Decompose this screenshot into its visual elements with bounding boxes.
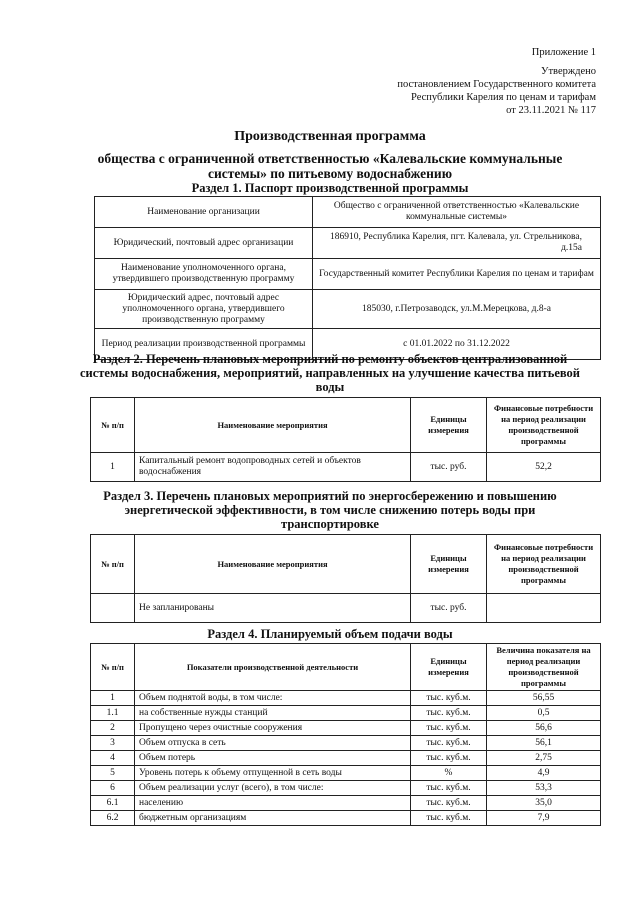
cell-num <box>91 594 135 623</box>
col-header-name: Наименование мероприятия <box>135 535 411 594</box>
table-row <box>91 736 601 751</box>
table-row <box>91 781 601 796</box>
col-header-num: № п/п <box>91 398 135 453</box>
table-row <box>91 811 601 826</box>
document-title: Производственная программа <box>234 129 426 144</box>
cell-num: 1 <box>91 691 135 706</box>
cell-value: 4,9 <box>487 766 601 781</box>
cell-unit: тыс. куб.м. <box>411 691 487 706</box>
table-row <box>95 197 601 228</box>
cell-unit: тыс. куб.м. <box>411 736 487 751</box>
section4-table <box>90 643 601 826</box>
cell-name: Уровень потерь к объему отпущенной в сеть воды <box>135 766 411 781</box>
col-header-value: Финансовые потребности на период реализации производственной программы <box>487 535 601 594</box>
passport-value: 186910, Республика Карелия, пгт. Калевала, ул. Стрельникова, д.15а <box>313 228 601 259</box>
cell-name: Пропущено через очистные сооружения <box>135 721 411 736</box>
table-row <box>91 721 601 736</box>
document-subtitle-line1: общества с ограниченной ответственностью «Калевальские коммунальные <box>97 151 563 166</box>
cell-name: Капитальный ремонт водопроводных сетей и объектов водоснабжения <box>135 453 411 482</box>
cell-value: 56,55 <box>487 691 601 706</box>
appendix-number: Приложение 1 <box>531 47 596 58</box>
table-row <box>91 453 601 482</box>
cell-unit: тыс. руб. <box>411 453 487 482</box>
cell-name: Объем реализации услуг (всего), в том числе: <box>135 781 411 796</box>
col-header-name: Наименование мероприятия <box>135 398 411 453</box>
col-header-value: Финансовые потребности на период реализации производственной программы <box>487 398 601 453</box>
passport-value: Общество с ограниченной ответственностью «Калевальские коммунальные системы» <box>313 197 601 228</box>
table-header-row <box>91 398 601 453</box>
section4-heading: Раздел 4. Планируемый объем подачи воды <box>207 627 453 641</box>
table-header-row <box>91 644 601 691</box>
approval-line: постановлением Государственного комитета <box>397 79 596 90</box>
cell-value: 56,1 <box>487 736 601 751</box>
cell-name: Объем поднятой воды, в том числе: <box>135 691 411 706</box>
table-row <box>95 290 601 329</box>
cell-num: 5 <box>91 766 135 781</box>
cell-unit: тыс. куб.м. <box>411 751 487 766</box>
table-row <box>91 796 601 811</box>
col-header-num: № п/п <box>91 644 135 691</box>
cell-name: Объем потерь <box>135 751 411 766</box>
section3-heading: Раздел 3. Перечень плановых мероприятий по энергосбережению и повышению энергетической эффективности, в том числе снижению потерь воды при транспортировке <box>103 489 557 531</box>
passport-value: 185030, г.Петрозаводск, ул.М.Мерецкова, д.8-а <box>313 290 601 329</box>
approval-line: Утверждено <box>541 66 596 77</box>
approval-line: Республики Карелия по ценам и тарифам <box>411 92 596 103</box>
cell-name: Не запланированы <box>135 594 411 623</box>
cell-unit: тыс. куб.м. <box>411 781 487 796</box>
cell-num: 2 <box>91 721 135 736</box>
cell-unit: тыс. куб.м. <box>411 721 487 736</box>
section1-heading: Раздел 1. Паспорт производственной программы <box>191 181 469 195</box>
section2-heading: Раздел 2. Перечень плановых мероприятий по ремонту объектов централизованной системы водоснабжения, мероприятий, направленных на улучшение качества питьевой воды <box>79 352 581 394</box>
approval-block <box>397 46 596 117</box>
cell-name: населению <box>135 796 411 811</box>
cell-num: 1 <box>91 453 135 482</box>
passport-label: Период реализации производственной программы <box>95 329 313 360</box>
passport-label: Наименование уполномоченного органа, утвердившего производственную программу <box>95 259 313 290</box>
passport-label: Наименование организации <box>95 197 313 228</box>
table-row <box>91 594 601 623</box>
col-header-unit: Единицы измерения <box>411 535 487 594</box>
cell-num: 6 <box>91 781 135 796</box>
col-header-unit: Единицы измерения <box>411 644 487 691</box>
cell-value: 0,5 <box>487 706 601 721</box>
title-block <box>60 128 600 181</box>
approval-line: от 23.11.2021 № 117 <box>506 105 596 116</box>
passport-label: Юридический, почтовый адрес организации <box>95 228 313 259</box>
col-header-value: Величина показателя на период реализации производственной программы <box>487 644 601 691</box>
cell-num: 1.1 <box>91 706 135 721</box>
cell-value: 52,2 <box>487 453 601 482</box>
table-row <box>91 751 601 766</box>
cell-num: 4 <box>91 751 135 766</box>
cell-value: 53,3 <box>487 781 601 796</box>
cell-value <box>487 594 601 623</box>
cell-num: 6.2 <box>91 811 135 826</box>
table-row <box>95 228 601 259</box>
cell-name: на собственные нужды станций <box>135 706 411 721</box>
cell-name: бюджетным организациям <box>135 811 411 826</box>
table-row <box>91 766 601 781</box>
table-row <box>91 691 601 706</box>
cell-value: 56,6 <box>487 721 601 736</box>
section2-table <box>90 397 601 482</box>
document-subtitle-line2: системы» по питьевому водоснабжению <box>207 166 453 181</box>
table-row <box>91 706 601 721</box>
passport-table <box>94 196 601 360</box>
passport-label: Юридический адрес, почтовый адрес уполномоченного органа, утвердившего производственную программу <box>95 290 313 329</box>
passport-value: с 01.01.2022 по 31.12.2022 <box>313 329 601 360</box>
col-header-num: № п/п <box>91 535 135 594</box>
col-header-unit: Единицы измерения <box>411 398 487 453</box>
col-header-name: Показатели производственной деятельности <box>135 644 411 691</box>
cell-unit: тыс. куб.м. <box>411 796 487 811</box>
passport-value: Государственный комитет Республики Карелия по ценам и тарифам <box>313 259 601 290</box>
cell-unit: тыс. куб.м. <box>411 811 487 826</box>
cell-num: 3 <box>91 736 135 751</box>
cell-value: 2,75 <box>487 751 601 766</box>
cell-unit: % <box>411 766 487 781</box>
section3-table <box>90 534 601 623</box>
cell-value: 35,0 <box>487 796 601 811</box>
cell-value: 7,9 <box>487 811 601 826</box>
cell-unit: тыс. руб. <box>411 594 487 623</box>
table-row <box>95 259 601 290</box>
table-header-row <box>91 535 601 594</box>
cell-unit: тыс. куб.м. <box>411 706 487 721</box>
cell-name: Объем отпуска в сеть <box>135 736 411 751</box>
cell-num: 6.1 <box>91 796 135 811</box>
